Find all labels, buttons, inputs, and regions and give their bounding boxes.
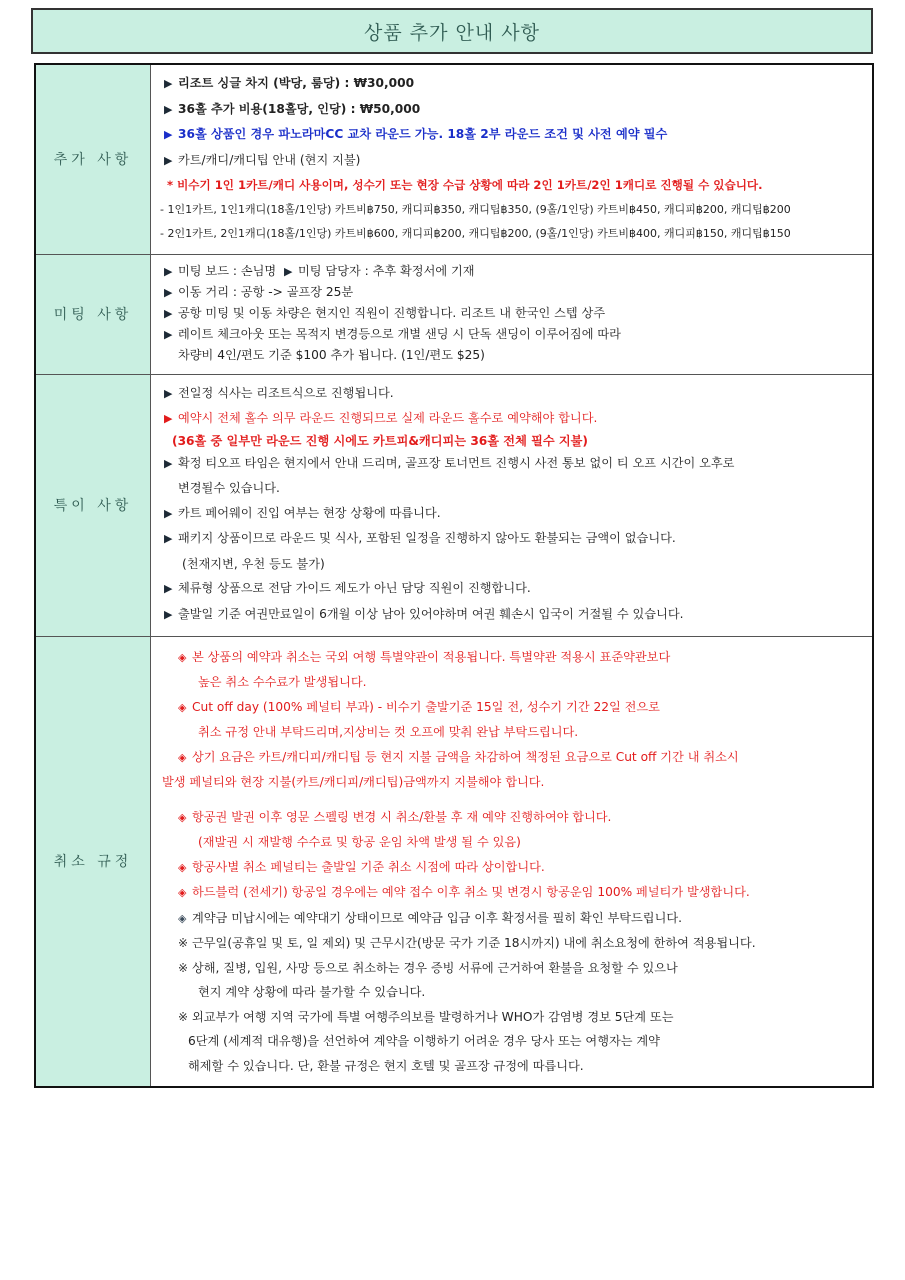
triangle-bullet-icon: ▶ [164, 306, 173, 320]
list-item: ▶ 패키지 상품이므로 라운드 및 식사, 포함된 일정을 진행하지 않아도 환불되는 금액이 없습니다. [164, 526, 864, 552]
triangle-bullet-icon: ▶ [284, 264, 293, 278]
triangle-bullet-icon: ▶ [164, 285, 173, 299]
list-note: * 비수기 1인 1카트/캐디 사용이며, 성수기 또는 현장 수급 상황에 따라 2인 1카트/2인 1캐디로 진행될 수 있습니다. [167, 178, 763, 192]
triangle-bullet-icon: ▶ [164, 128, 173, 141]
price-line: - 2인1카트, 2인1캐디(18홀/1인당) 카트비฿600, 캐디피฿200, 캐디팁฿200, (9홀/1인당) 카트비฿400, 캐디피฿150, 캐디팁฿150 [160, 226, 791, 240]
section-special [35, 374, 873, 636]
list-item-continued: 현지 계약 상황에 따라 불가할 수 있습니다. [198, 985, 426, 999]
list-item: ※ 상해, 질병, 입원, 사망 등으로 취소하는 경우 증빙 서류에 근거하여 환불을 요청할 수 있으나 [164, 956, 864, 981]
list-item: ※ 외교부가 여행 지역 국가에 특별 여행주의보를 발령하거나 WHO가 감염병 경보 5단계 또는 [164, 1005, 864, 1030]
list-item-continued: 6단계 (세계적 대유행)을 선언하여 계약을 이행하기 어려운 경우 당사 또는 여행자는 계약 [188, 1034, 660, 1048]
list-item: ▶ 36홀 상품인 경우 파노라마CC 교차 라운드 가능. 18홀 2부 라운드 조건 및 사전 예약 필수 [164, 122, 864, 148]
triangle-bullet-icon: ▶ [164, 456, 173, 470]
list-item-continued: (천재지변, 우천 등도 불가) [182, 556, 325, 571]
list-item: ◈ Cut off day (100% 페널티 부과) - 비수기 출발기준 15일 전, 성수기 기간 22일 전으로 [164, 695, 864, 721]
triangle-bullet-icon: ▶ [164, 327, 173, 341]
section-additional [35, 64, 873, 254]
diamond-bullet-icon: ◈ [178, 911, 187, 925]
info-table [34, 63, 874, 1088]
list-item: ◈ 계약금 미납시에는 예약대기 상태이므로 예약금 입금 이후 확정서를 필히 확인 부탁드립니다. [164, 906, 864, 932]
list-item: ▶ 미팅 보드 : 손님명 ▶ 미팅 담당자 : 추후 확정서에 기재 [164, 261, 864, 282]
list-item-continued: (36홀 중 일부만 라운드 진행 시에도 카트피&캐디피는 36홀 전체 필수 지불) [172, 433, 588, 448]
page-title: 상품 추가 안내 사항 [364, 21, 540, 44]
triangle-bullet-icon: ▶ [164, 153, 173, 167]
section-content-meeting [151, 254, 874, 374]
diamond-bullet-icon: ◈ [178, 650, 187, 664]
reference-mark-icon: ※ [178, 960, 189, 975]
diamond-bullet-icon: ◈ [178, 700, 187, 714]
list-item-continued: 해제할 수 있습니다. 단, 환불 규정은 현지 호텔 및 골프장 규정에 따릅니다. [188, 1058, 584, 1073]
price-line: - 1인1카트, 1인1캐디(18홀/1인당) 카트비฿750, 캐디피฿350, 캐디팁฿350, (9홀/1인당) 카트비฿450, 캐디피฿200, 캐디팁฿200 [160, 202, 791, 216]
list-item: ▶ 36홀 추가 비용(18홀당, 인당) : ₩50,000 [164, 97, 864, 123]
section-meeting [35, 254, 873, 374]
reference-mark-icon: ※ [178, 936, 189, 950]
diamond-bullet-icon: ◈ [178, 860, 187, 874]
section-content-additional [151, 64, 874, 254]
list-item-continued: 변경될수 있습니다. [178, 481, 280, 496]
list-item: ▶ 리조트 싱글 차지 (박당, 룸당) : ₩30,000 [164, 71, 864, 97]
list-item: ▶ 체류형 상품으로 전담 가이드 제도가 아닌 담당 직원이 진행합니다. [164, 576, 864, 602]
list-item-continued: 발생 페널티와 현장 지불(카트/캐디피/캐디팁)금액까지 지불해야 합니다. [162, 775, 545, 789]
list-item: ◈ 본 상품의 예약과 취소는 국외 여행 특별약관이 적용됩니다. 특별약관 적용시 표준약관보다 [164, 645, 864, 671]
page-title-box [31, 8, 873, 54]
triangle-bullet-icon: ▶ [164, 532, 173, 546]
triangle-bullet-icon: ▶ [164, 264, 173, 278]
list-item: ◈ 상기 요금은 카트/캐디피/캐디팁 등 현지 지불 금액을 차감하여 책정된 요금으로 Cut off 기간 내 취소시 [164, 745, 864, 771]
section-cancellation [35, 636, 873, 1087]
list-item: ▶ 확정 티오프 타임은 현지에서 안내 드리며, 골프장 토너먼트 진행시 사전 통보 없이 티 오프 시간이 오후로 [164, 451, 864, 477]
triangle-bullet-icon: ▶ [164, 412, 173, 426]
diamond-bullet-icon: ◈ [178, 750, 187, 764]
triangle-bullet-icon: ▶ [164, 386, 173, 400]
section-label-special: 특이 사항 [35, 374, 151, 636]
list-item-continued: 취소 규정 안내 부탁드리며,지상비는 컷 오프에 맞춰 완납 부탁드립니다. [198, 725, 579, 739]
list-item: ▶ 카트/캐디/캐디팁 안내 (현지 지불) [164, 148, 864, 174]
list-item: ※ 근무일(공휴일 및 토, 일 제외) 및 근무시간(방문 국가 기준 18시까지) 내에 취소요청에 한하여 적용됩니다. [164, 931, 864, 956]
list-item: ◈ 항공사별 취소 페널티는 출발일 기준 취소 시점에 따라 상이합니다. [164, 855, 864, 881]
section-label-meeting: 미팅 사항 [35, 254, 151, 374]
diamond-bullet-icon: ◈ [178, 886, 187, 899]
reference-mark-icon: ※ [178, 1009, 189, 1024]
triangle-bullet-icon: ▶ [164, 77, 173, 90]
list-item-continued: (재발권 시 재발행 수수료 및 항공 운임 차액 발생 될 수 있음) [198, 835, 521, 849]
list-item: ◈ 항공권 발권 이후 영문 스펠링 변경 시 취소/환불 후 재 예약 진행하여야 합니다. [164, 805, 864, 831]
triangle-bullet-icon: ▶ [164, 102, 173, 116]
triangle-bullet-icon: ▶ [164, 582, 173, 596]
section-content-cancellation [151, 636, 874, 1087]
section-content-special [151, 374, 874, 636]
list-item-continued: 차량비 4인/편도 기준 $100 추가 됩니다. (1인/편도 $25) [178, 347, 485, 362]
list-item: ▶ 전일정 식사는 리조트식으로 진행됩니다. [164, 381, 864, 407]
triangle-bullet-icon: ▶ [164, 607, 173, 621]
list-item: ▶ 카트 페어웨이 진입 여부는 현장 상황에 따릅니다. [164, 501, 864, 527]
list-item: ◈ 하드블럭 (전세기) 항공일 경우에는 예약 접수 이후 취소 및 변경시 항공운임 100% 페널티가 발생합니다. [164, 880, 864, 906]
triangle-bullet-icon: ▶ [164, 506, 173, 520]
list-item: ▶ 이동 거리 : 공항 -> 골프장 25분 [164, 282, 864, 303]
list-item: ▶ 레이트 체크아웃 또는 목적지 변경등으로 개별 샌딩 시 단독 샌딩이 이루어짐에 따라 [164, 324, 864, 345]
list-item: ▶ 출발일 기준 여권만료일이 6개월 이상 남아 있어야하며 여권 훼손시 입국이 거절될 수 있습니다. [164, 602, 864, 628]
list-item: ▶ 공항 미팅 및 이동 차량은 현지인 직원이 진행합니다. 리조트 내 한국인 스텝 상주 [164, 303, 864, 324]
list-item-continued: 높은 취소 수수료가 발생됩니다. [198, 675, 367, 689]
list-item: ▶ 예약시 전체 홀수 의무 라운드 진행되므로 실제 라운드 홀수로 예약해야 합니다. [164, 406, 864, 432]
section-label-cancellation: 취소 규정 [35, 636, 151, 1087]
diamond-bullet-icon: ◈ [178, 810, 187, 824]
section-label-additional: 추가 사항 [35, 64, 151, 254]
